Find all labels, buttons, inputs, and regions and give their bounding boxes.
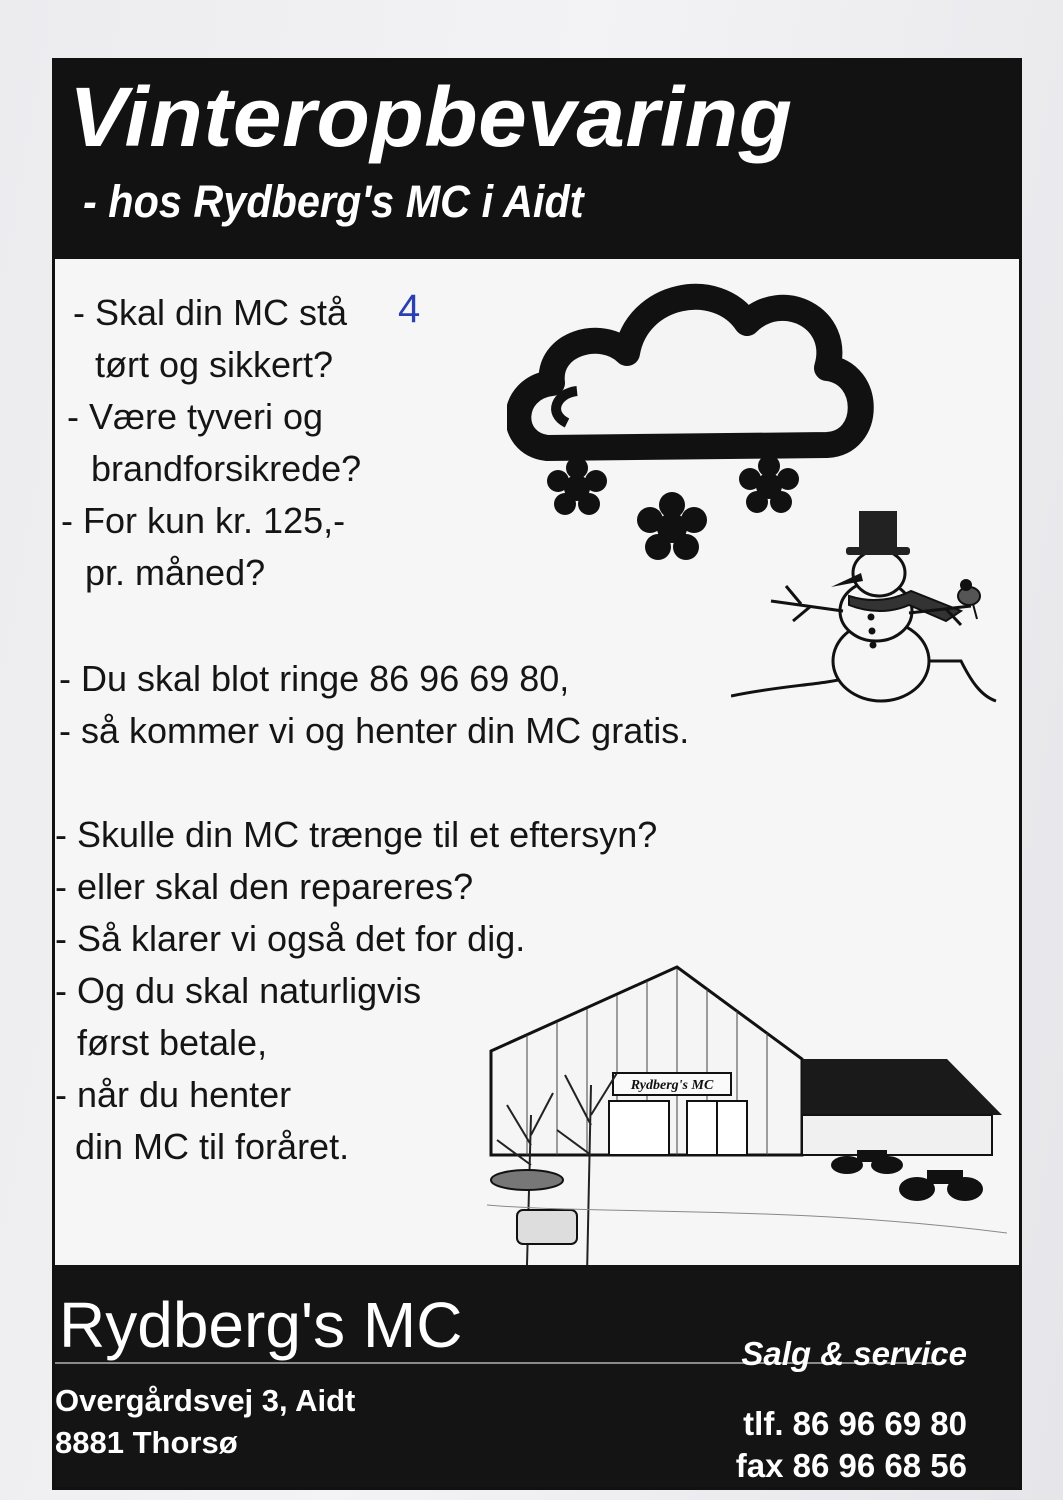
- handwritten-mark: 4: [398, 287, 421, 331]
- shop-building-icon: [487, 965, 1007, 1280]
- body-line: tørt og sikkert?: [95, 344, 334, 385]
- body-line: - så kommer vi og henter din MC gratis.: [59, 710, 690, 751]
- shop-name: Rydberg's MC: [59, 1289, 463, 1361]
- body-line: først betale,: [77, 1022, 268, 1063]
- body-line: - Du skal blot ringe 86 96 69 80,: [59, 658, 570, 699]
- body-line: - Skulle din MC trænge til et eftersyn?: [55, 814, 658, 855]
- body-line: - Være tyveri og: [67, 396, 324, 437]
- address-city: 8881 Thorsø: [55, 1425, 238, 1460]
- footer-tagline: Salg & service: [741, 1335, 967, 1372]
- body-line: - når du henter: [55, 1074, 292, 1115]
- body-line: - Så klarer vi også det for dig.: [55, 918, 526, 959]
- phone-number: tlf. 86 96 69 80: [743, 1405, 967, 1442]
- body-line: pr. måned?: [85, 552, 266, 593]
- poster-title: Vinteropbevaring: [69, 70, 793, 164]
- address-street: Overgårdsvej 3, Aidt: [55, 1383, 356, 1418]
- building-sign: Rydberg's MC: [630, 1078, 714, 1093]
- snowman-icon: [731, 501, 1001, 711]
- body-line: - For kun kr. 125,-: [61, 500, 346, 541]
- body-line: - Skal din MC stå: [73, 292, 348, 333]
- footer-banner: [55, 1265, 1019, 1487]
- body-line: din MC til foråret.: [75, 1126, 350, 1167]
- poster: [52, 58, 1022, 1490]
- poster-subtitle: - hos Rydberg's MC i Aidt: [83, 176, 584, 227]
- fax-number: fax 86 96 68 56: [735, 1447, 967, 1484]
- body-line: brandforsikrede?: [91, 448, 362, 489]
- body-line: - eller skal den repareres?: [55, 866, 474, 907]
- body-line: - Og du skal naturligvis: [55, 970, 422, 1011]
